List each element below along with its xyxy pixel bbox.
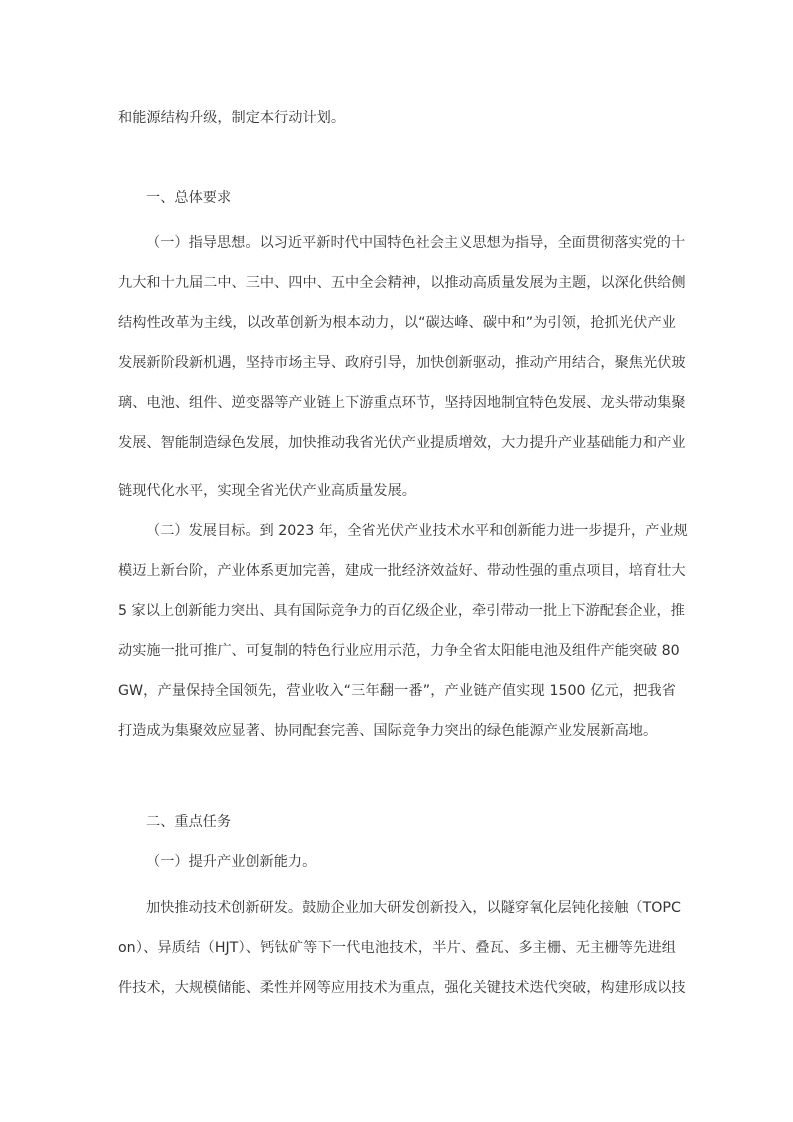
paragraph-line: GW，产量保持全国领先，营业收入“三年翻一番”，产业链产值实现 1500 亿元，把我省 [118, 683, 676, 699]
paragraph-line: 5 家以上创新能力突出、具有国际竞争力的百亿级企业，牵引带动一批上下游配套企业，推 [118, 603, 685, 619]
paragraph-line: 结构性改革为主线，以改革创新为根本动力，以“碳达峰、碳中和”为引领，抢抓光伏产业 [118, 315, 676, 331]
paragraph-line: on）、异质结（HJT）、钙钛矿等下一代电池技术，半片、叠瓦、多主栅、无主栅等先进组 [118, 940, 676, 956]
intro-tail-line: 和能源结构升级，制定本行动计划。 [118, 110, 346, 126]
paragraph-line: 发展新阶段新机遇，坚持市场主导、政府引导，加快创新驱动，推动产用结合，聚焦光伏玻 [118, 355, 686, 371]
paragraph-line: 动实施一批可推广、可复制的特色行业应用示范，力争全省太阳能电池及组件产能突破 80 [118, 643, 680, 659]
paragraph-line: 链现代化水平，实现全省光伏产业高质量发展。 [118, 483, 416, 499]
paragraph-line: （一）指导思想。以习近平新时代中国特色社会主义思想为指导，全面贯彻落实党的十 [146, 235, 686, 251]
section2-subheading: （一）提升产业创新能力。 [146, 854, 317, 870]
paragraph-line: （二）发展目标。到 2023 年，全省光伏产业技术水平和创新能力进一步提升，产业规 [146, 523, 688, 539]
section2-heading: 二、重点任务 [146, 814, 232, 830]
paragraph-line: 发展、智能制造绿色发展，加快推动我省光伏产业提质增效，大力提升产业基础能力和产业 [118, 435, 686, 451]
paragraph-line: 件技术，大规模储能、柔性并网等应用技术为重点，强化关键技术迭代突破，构建形成以技 [118, 980, 686, 996]
paragraph-line: 模迈上新台阶，产业体系更加完善，建成一批经济效益好、带动性强的重点项目，培育壮大 [118, 563, 686, 579]
paragraph-line: 九大和十九届二中、三中、四中、五中全会精神，以推动高质量发展为主题，以深化供给侧 [118, 275, 686, 291]
paragraph-line: 璃、电池、组件、逆变器等产业链上下游重点环节，坚持因地制宜特色发展、龙头带动集聚 [118, 395, 686, 411]
paragraph-line: 打造成为集聚效应显著、协同配套完善、国际竞争力突出的绿色能源产业发展新高地。 [118, 723, 658, 739]
section1-heading: 一、总体要求 [146, 190, 232, 206]
paragraph-line: 加快推动技术创新研发。鼓励企业加大研发创新投入，以隧穿氧化层钝化接触（TOPC [146, 900, 681, 916]
